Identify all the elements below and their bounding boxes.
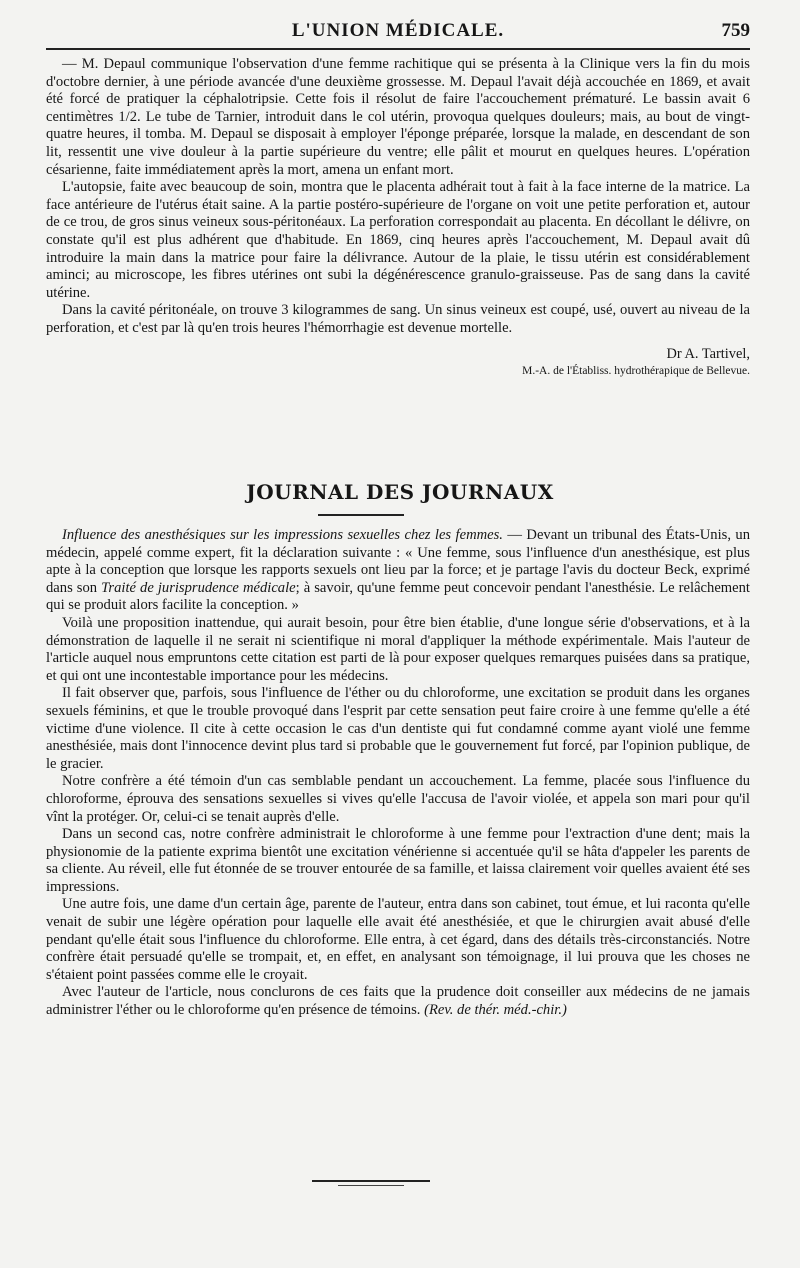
source-citation: (Rev. de thér. méd.-chir.): [424, 1002, 567, 1019]
page-header: [46, 14, 750, 48]
journal-paragraph: Une autre fois, une dame d'un certain âge, parente de l'auteur, entra dans son cabinet, tout émue, et lui raconta qu'elle venait de subir une légère opération pour laquelle elle avait été anesthésiée, et que le chirurgien avait abusé d'elle pendant qu'elle était sous l'influence du chloroforme. Elle entra, à cet égard, dans des détails très-circonstanciés. Notre confrère était persuadé qu'elle se trompait, et, en effet, en analysant son témoignage, il lui prouva que les choses ne s'étaient point passées comme elle le croyait.: [46, 896, 750, 983]
article-paragraph: L'autopsie, faite avec beaucoup de soin, montra que le placenta adhérait tout à fait à la face interne de la matrice. La face antérieure de l'utérus était saine. A la partie postéro-supérieure de l'organe on voit une petite perforation et, autour de ce trou, de gros sinus veineux sous-péritonéaux. La perforation correspondait au placenta. En décollant le délivre, on constate qu'il est plus adhérent que d'habitude. En 1869, cinq heures après l'accouchement, M. Depaul avait dû introduire la main dans la matrice pour faire la délivrance. Autour de la plaie, le tissu utérin est considérablement aminci; au microscope, les fibres utérines ont subi la dégénérescence granulo-graisseuse. Pas de sang dans la cavité utérine.: [46, 179, 750, 301]
closing-text: Avec l'auteur de l'article, nous conclurons de ces faits que la prudence doit conseiller aux médecins de ne jamais administrer l'éther ou le chloroforme qu'en présence de témoins.: [46, 984, 750, 1019]
signature-name: Dr A. Tartivel,: [666, 345, 750, 362]
closing-paragraph: [46, 984, 750, 1019]
header-rule: [46, 48, 750, 50]
page-number: 759: [721, 20, 750, 41]
title-rule: [318, 514, 404, 516]
journal-paragraph: Voilà une proposition inattendue, qui aurait besoin, pour être bien établie, d'une longue série d'observations, et à la démonstration de laquelle il ne serait ni scientifique ni moral d'appliquer la méthode expérimentale. Mais l'auteur de l'article auquel nous empruntons cette citation est parti de là pour exposer quelques remarques puisées dans sa pratique, et qui ont une incontestable importance pour les médecins.: [46, 614, 750, 684]
signature: [46, 346, 750, 381]
journal-paragraph: Dans un second cas, notre confrère administrait le chloroforme à une femme pour l'extraction d'une dent; mais la physionomie de la patiente exprima bientôt une excitation vénérienne si accentuée qu'il se hâta d'appeler les parents de sa cliente. Au réveil, elle fut étonnée de se trouver entourée de sa famille, et laissa clairement voir quelles avaient été ses impressions.: [46, 826, 750, 895]
running-title: L'UNION MÉDICALE.: [291, 20, 505, 41]
lead-paragraph: [46, 527, 750, 615]
journal-paragraph: Il fait observer que, parfois, sous l'influence de l'éther ou du chloroforme, une excitation se produit dans les organes sexuels féminins, et que le trouble provoqué dans l'esprit par cette sensation peut faire croire à une femme qu'elle a été victime d'une violence. Il cite à cette occasion le cas d'un dentiste qui fut condamné comme ayant violé une femme anesthésiée, mais dont l'innocence devint plus tard si probable que le gouvernement fut forcé, par l'opinion publique, de le gracier.: [46, 685, 750, 772]
journal-paragraph: Notre confrère a été témoin d'un cas semblable pendant un accouchement. La femme, placée sous l'influence du chloroforme, éprouva des sensations sexuelles si vives qu'elle l'accusa de l'avoir violée, et appela son mari pour qu'il vînt la protéger. Or, celui-ci se tenait auprès d'elle.: [46, 773, 750, 825]
article-paragraph: Dans la cavité péritonéale, on trouve 3 kilogrammes de sang. Un sinus veineux est coupé, usé, ouvert au niveau de la perforation, et c'est par là qu'en trois heures l'hémorrhagie est devenue mortelle.: [46, 302, 750, 336]
lead-tail: ; à savoir, qu'une femme peut concevoir pendant l'anesthésie. Le relâchement qui se produit alors facilite la conception. »: [46, 579, 750, 614]
article-paragraph: — M. Depaul communique l'observation d'une femme rachitique qui se présenta à la Clinique vers la fin du mois d'octobre dernier, à une période avancée d'une deuxième grossesse. M. Depaul l'avait déjà accouchée en 1869, et avait été forcé de pratiquer la céphalotripsie. Cette fois il résolut de faire l'accouchement prématuré. Le bassin avait 6 centimètres 1/2. Le tube de Tarnier, introduit dans le col utérin, provoqua quelques douleurs; mais, au bout de vingt-quatre heures, il tomba. M. Depaul se disposait à employer l'éponge préparée, lorsque la malade, en descendant de son lit, ressentit une vive douleur à la partie supérieure du ventre; elle pâlit et mourut en quelques heures. L'opération césarienne, faite immédiatement après la mort, amena un enfant mort.: [46, 56, 750, 178]
lead-book-title: Traité de jurisprudence médicale: [101, 579, 296, 596]
end-rule: [312, 1180, 430, 1182]
signature-title: M.-A. de l'Établiss. hydrothérapique de Bellevue.: [522, 365, 750, 378]
lead-text: — Devant un tribunal des États-Unis, un médecin, appelé comme expert, fit la déclaration suivante : « Une femme, sous l'influence d'un anesthésique, est plus apte à la conception que lorsque les rapports sexuels ont lieu par la force; et je partage l'avis du docteur Beck, exprimé dans son: [46, 527, 750, 596]
lead-title: Influence des anesthésiques sur les impressions sexuelles chez les femmes.: [62, 527, 503, 543]
journal-body: [46, 527, 750, 1020]
article-body: [46, 56, 750, 381]
end-rule-secondary: [338, 1185, 404, 1186]
section-title: JOURNAL DES JOURNAUX: [246, 480, 554, 504]
